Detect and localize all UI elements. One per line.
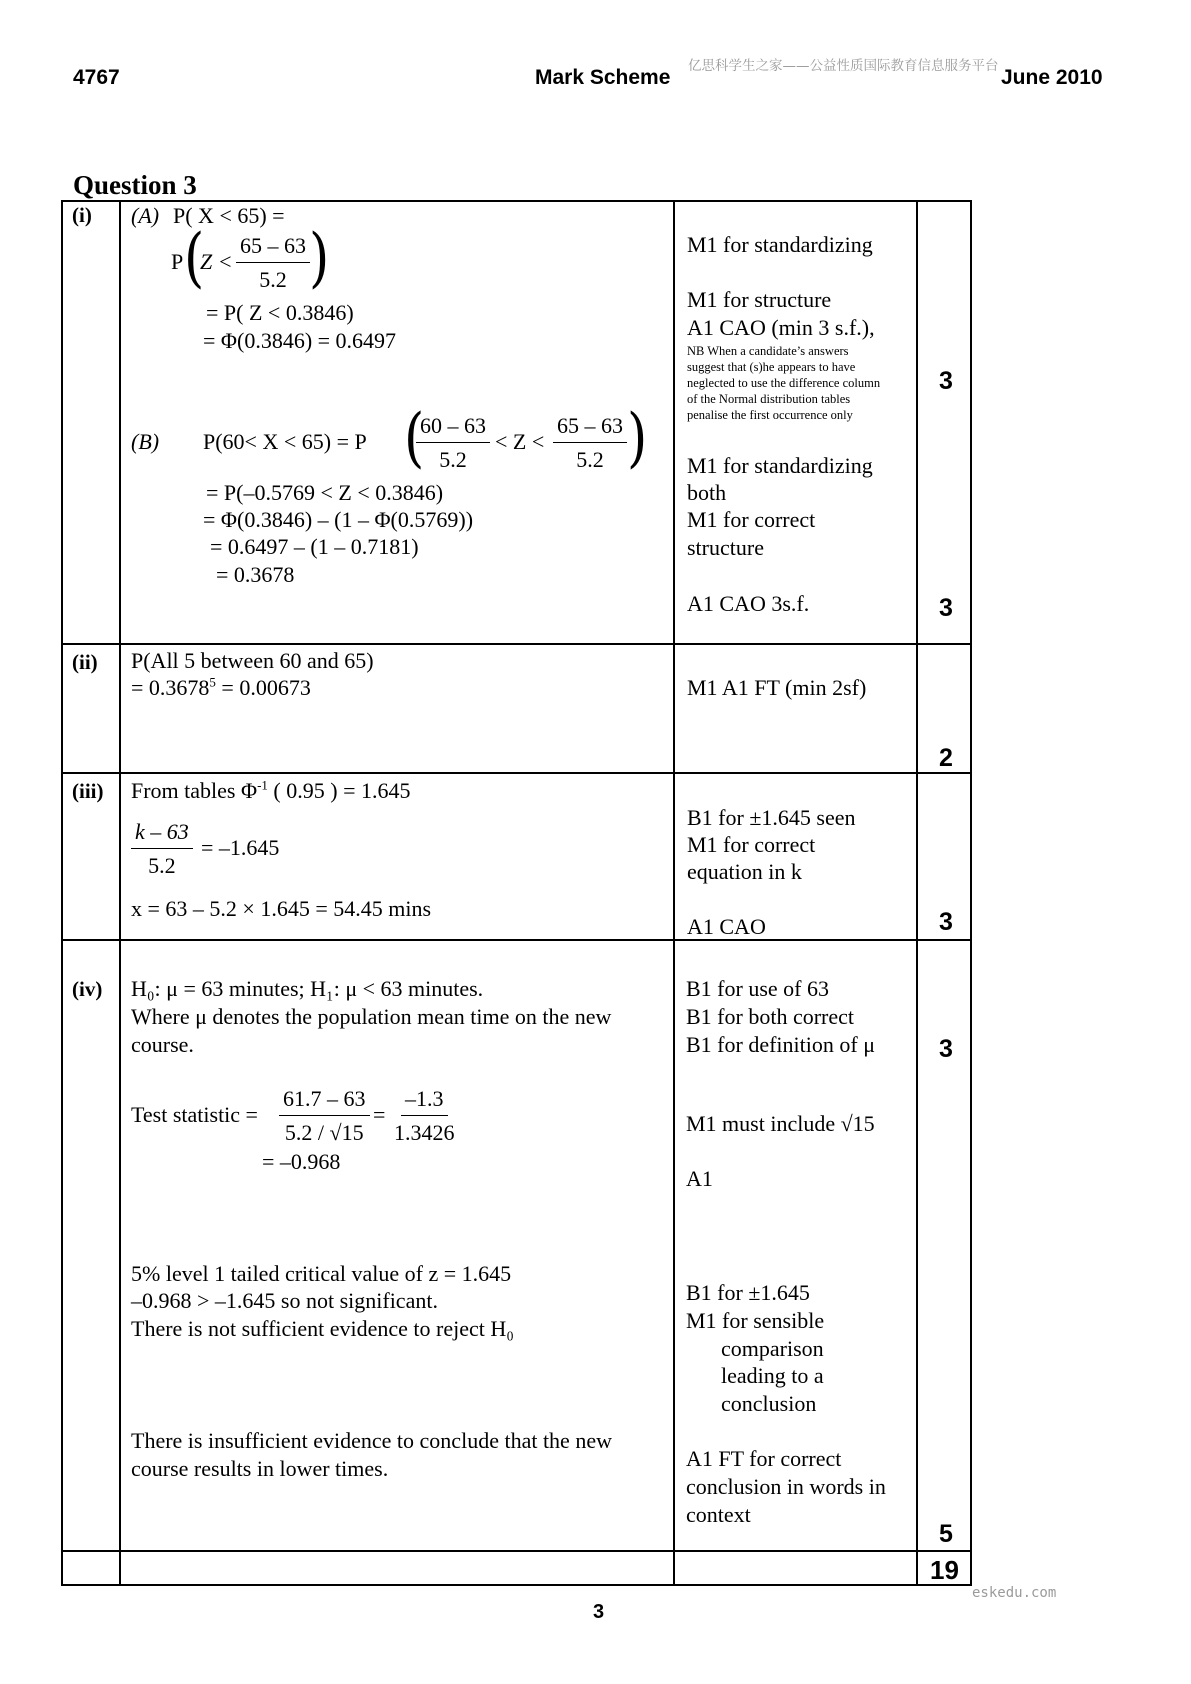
decision-line: There is not sufficient evidence to reject H₀ [131, 1316, 514, 1341]
test-statistic-fraction-1 [279, 1087, 370, 1145]
marks-total: 5 [939, 1520, 953, 1548]
hypotheses-line: H₀: μ = 63 minutes; H₁: μ < 63 minutes. [131, 976, 484, 1001]
mark-line: A1 FT for correct [686, 1446, 842, 1471]
comparison-line: –0.968 > –1.645 so not significant. [131, 1288, 438, 1313]
mark-line: B1 for ±1.645 [686, 1280, 810, 1305]
fraction-denominator: 5.2 [259, 267, 287, 292]
part-iii-rhs: = –1.645 [201, 835, 280, 860]
fraction-numerator: –1.3 [401, 1087, 448, 1116]
row-label-i: (i) [72, 203, 92, 227]
marks-total: 3 [939, 908, 953, 936]
marks-total: 3 [939, 367, 953, 395]
table-divider-label [119, 200, 121, 1586]
row-label-iv: (iv) [72, 977, 103, 1001]
part-ii-line2-pre: = 0.3678 [131, 675, 210, 700]
conclusion-line: course results in lower times. [131, 1456, 389, 1481]
paper-code: 4767 [73, 66, 120, 89]
test-statistic-fraction-2 [390, 1087, 459, 1145]
mark-line: B1 for ±1.645 seen [687, 805, 856, 830]
marks-total: 3 [939, 594, 953, 622]
fraction-denominator: 5.2 [576, 447, 604, 472]
mark-line: A1 CAO 3s.f. [687, 591, 810, 616]
mark-line: M1 for correct [687, 507, 816, 532]
left-paren: ( [184, 220, 205, 296]
mark-line: B1 for use of 63 [686, 976, 829, 1001]
fraction-denominator: 1.3426 [394, 1120, 455, 1145]
mark-line: M1 must include √15 [686, 1111, 875, 1136]
part-a-prob-prefix: P [171, 249, 184, 274]
part-ii-line2 [131, 674, 311, 701]
marks-total: 3 [939, 1035, 953, 1063]
mark-line: M1 for correct [687, 832, 816, 857]
mark-line: B1 for definition of μ [686, 1032, 875, 1057]
right-paren: ) [627, 400, 648, 476]
part-a-z-lead: Z < [200, 249, 233, 274]
conclusion-line: There is insufficient evidence to conclude that the new [131, 1428, 612, 1453]
part-iii-line1 [131, 777, 410, 804]
mark-line: conclusion in words in [686, 1474, 886, 1499]
mark-line: B1 for both correct [686, 1004, 854, 1029]
right-paren: ) [309, 220, 330, 296]
part-ii-exponent: 5 [209, 674, 216, 690]
grand-total: 19 [930, 1555, 959, 1585]
mark-line: A1 CAO [687, 914, 766, 939]
mark-line: M1 for sensible [686, 1308, 825, 1333]
mark-line: comparison [721, 1336, 824, 1361]
test-statistic-result: = –0.968 [262, 1149, 341, 1174]
document-title: Mark Scheme [535, 66, 671, 89]
part-a-line4: = Φ(0.3846) = 0.6497 [203, 328, 397, 353]
part-b-line1: P(60< X < 65) = P [203, 429, 367, 454]
fraction-numerator: k – 63 [131, 820, 193, 849]
part-iii-line1-post: ( 0.95 ) = 1.645 [267, 778, 411, 803]
row-divider [61, 772, 972, 774]
part-a-fraction [236, 234, 310, 292]
part-b-fraction-1 [416, 414, 490, 472]
fraction-denominator: 5.2 [439, 447, 467, 472]
mark-line: equation in k [687, 859, 802, 884]
fraction-denominator: 5.2 [148, 853, 176, 878]
critical-value-line: 5% level 1 tailed critical value of z = 1.645 [131, 1261, 512, 1286]
hypotheses-definition: Where μ denotes the population mean time on the new [131, 1004, 612, 1029]
row-divider [61, 939, 972, 941]
mark-line: context [686, 1502, 751, 1527]
marks-total: 2 [939, 744, 953, 772]
fraction-numerator: 61.7 – 63 [279, 1087, 370, 1116]
part-iii-fraction [131, 820, 193, 878]
fraction-numerator: 65 – 63 [236, 234, 310, 263]
row-label-ii: (ii) [72, 650, 98, 674]
part-iii-superscript: -1 [257, 777, 268, 793]
mark-line: A1 [686, 1166, 713, 1191]
part-b-fraction-2 [553, 414, 627, 472]
test-statistic-label: Test statistic = [131, 1102, 258, 1127]
note-line: of the Normal distribution tables [687, 392, 851, 406]
row-divider [61, 643, 972, 645]
mark-line: both [687, 480, 727, 505]
part-b-mid: < Z < [495, 429, 545, 454]
question-title: Question 3 [73, 170, 197, 200]
note-line: penalise the first occurrence only [687, 408, 853, 422]
table-border-right [970, 200, 972, 1586]
table-border-left [61, 200, 63, 1586]
table-border-bottom [61, 1584, 972, 1586]
row-label-iii: (iii) [72, 779, 104, 803]
part-b-line4: = 0.6497 – (1 – 0.7181) [210, 534, 419, 559]
row-divider [61, 1550, 972, 1552]
exam-date: June 2010 [1001, 66, 1103, 89]
fraction-numerator: 65 – 63 [553, 414, 627, 443]
left-paren: ( [404, 400, 425, 476]
part-ii-line2-post: = 0.00673 [215, 675, 311, 700]
part-iii-line1-pre: From tables Φ [131, 778, 258, 803]
watermark-bottom: eskedu.com [972, 1585, 1057, 1601]
mark-line: conclusion [721, 1391, 817, 1416]
mark-line: M1 for structure [687, 287, 832, 312]
mark-line: M1 A1 FT (min 2sf) [687, 675, 867, 700]
note-line: NB When a candidate’s answers [687, 344, 849, 358]
note-line: suggest that (s)he appears to have [687, 360, 856, 374]
part-a-line1: P( X < 65) = [173, 203, 285, 228]
mark-line: M1 for standardizing [687, 453, 873, 478]
fraction-numerator: 60 – 63 [416, 414, 490, 443]
test-statistic-equals: = [373, 1102, 386, 1127]
table-divider-answer [673, 200, 675, 1586]
mark-line: leading to a [721, 1363, 824, 1388]
mark-line: A1 CAO (min 3 s.f.), [687, 315, 875, 340]
part-b-line2: = P(–0.5769 < Z < 0.3846) [206, 480, 444, 505]
part-b-tag: (B) [131, 429, 160, 454]
part-b-line5: = 0.3678 [216, 562, 295, 587]
part-ii-line1: P(All 5 between 60 and 65) [131, 648, 374, 673]
part-iii-line3: x = 63 – 5.2 × 1.645 = 54.45 mins [131, 896, 432, 921]
table-divider-marks [916, 200, 918, 1586]
part-b-line3: = Φ(0.3846) – (1 – Φ(0.5769)) [203, 507, 474, 532]
note-line: neglected to use the difference column [687, 376, 881, 390]
watermark-top: 亿思科学生之家——公益性质国际教育信息服务平台 [688, 58, 999, 74]
part-a-tag: (A) [131, 203, 160, 228]
mark-line: M1 for standardizing [687, 232, 873, 257]
fraction-denominator: 5.2 / √15 [284, 1120, 364, 1145]
page-number: 3 [593, 1601, 605, 1623]
mark-line: structure [687, 535, 764, 560]
part-a-line3: = P( Z < 0.3846) [206, 300, 354, 325]
hypotheses-definition: course. [131, 1032, 194, 1057]
